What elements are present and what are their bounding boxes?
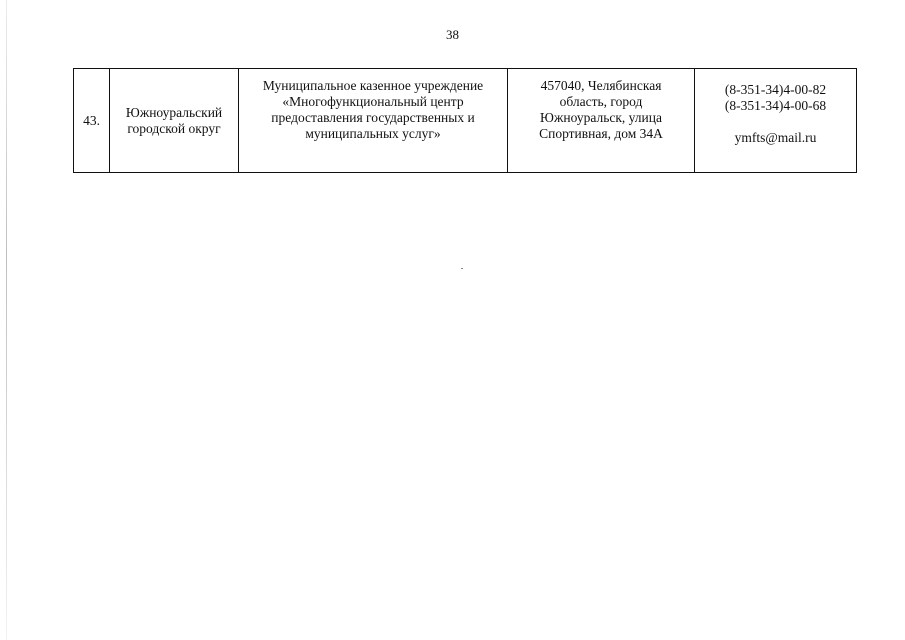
organization-line: Муниципальное казенное учреждение — [262, 78, 484, 93]
address-line: 457040, Челябинская — [540, 78, 662, 93]
phone-number: (8-351-34)4-00-82 — [724, 82, 827, 97]
table-row — [74, 69, 857, 173]
email-address: ymfts@mail.ru — [734, 130, 817, 145]
organization-line: «Многофункциональный центр — [282, 94, 464, 109]
district-cell — [110, 69, 239, 173]
contact-spacer — [695, 114, 856, 130]
district-line: городской округ — [127, 120, 221, 136]
organization-line: муниципальных услуг» — [305, 126, 441, 141]
phone-number: (8-351-34)4-00-68 — [724, 98, 827, 113]
address-line: область, город — [559, 94, 643, 109]
mfc-registry-table — [73, 68, 857, 173]
scan-dust-speck — [461, 268, 463, 269]
scan-edge-shadow — [6, 0, 7, 640]
row-number: 43. — [83, 112, 100, 128]
address-line: Южноуральск, улица — [540, 110, 662, 125]
organization-cell — [239, 69, 508, 173]
address-line: Спортивная, дом 34А — [539, 126, 663, 141]
district-line: Южноуральский — [125, 104, 223, 120]
row-number-cell — [74, 69, 110, 173]
page-number: 38 — [446, 27, 459, 42]
contacts-cell — [695, 69, 857, 173]
address-cell — [508, 69, 695, 173]
organization-line: предоставления государственных и — [271, 110, 475, 125]
